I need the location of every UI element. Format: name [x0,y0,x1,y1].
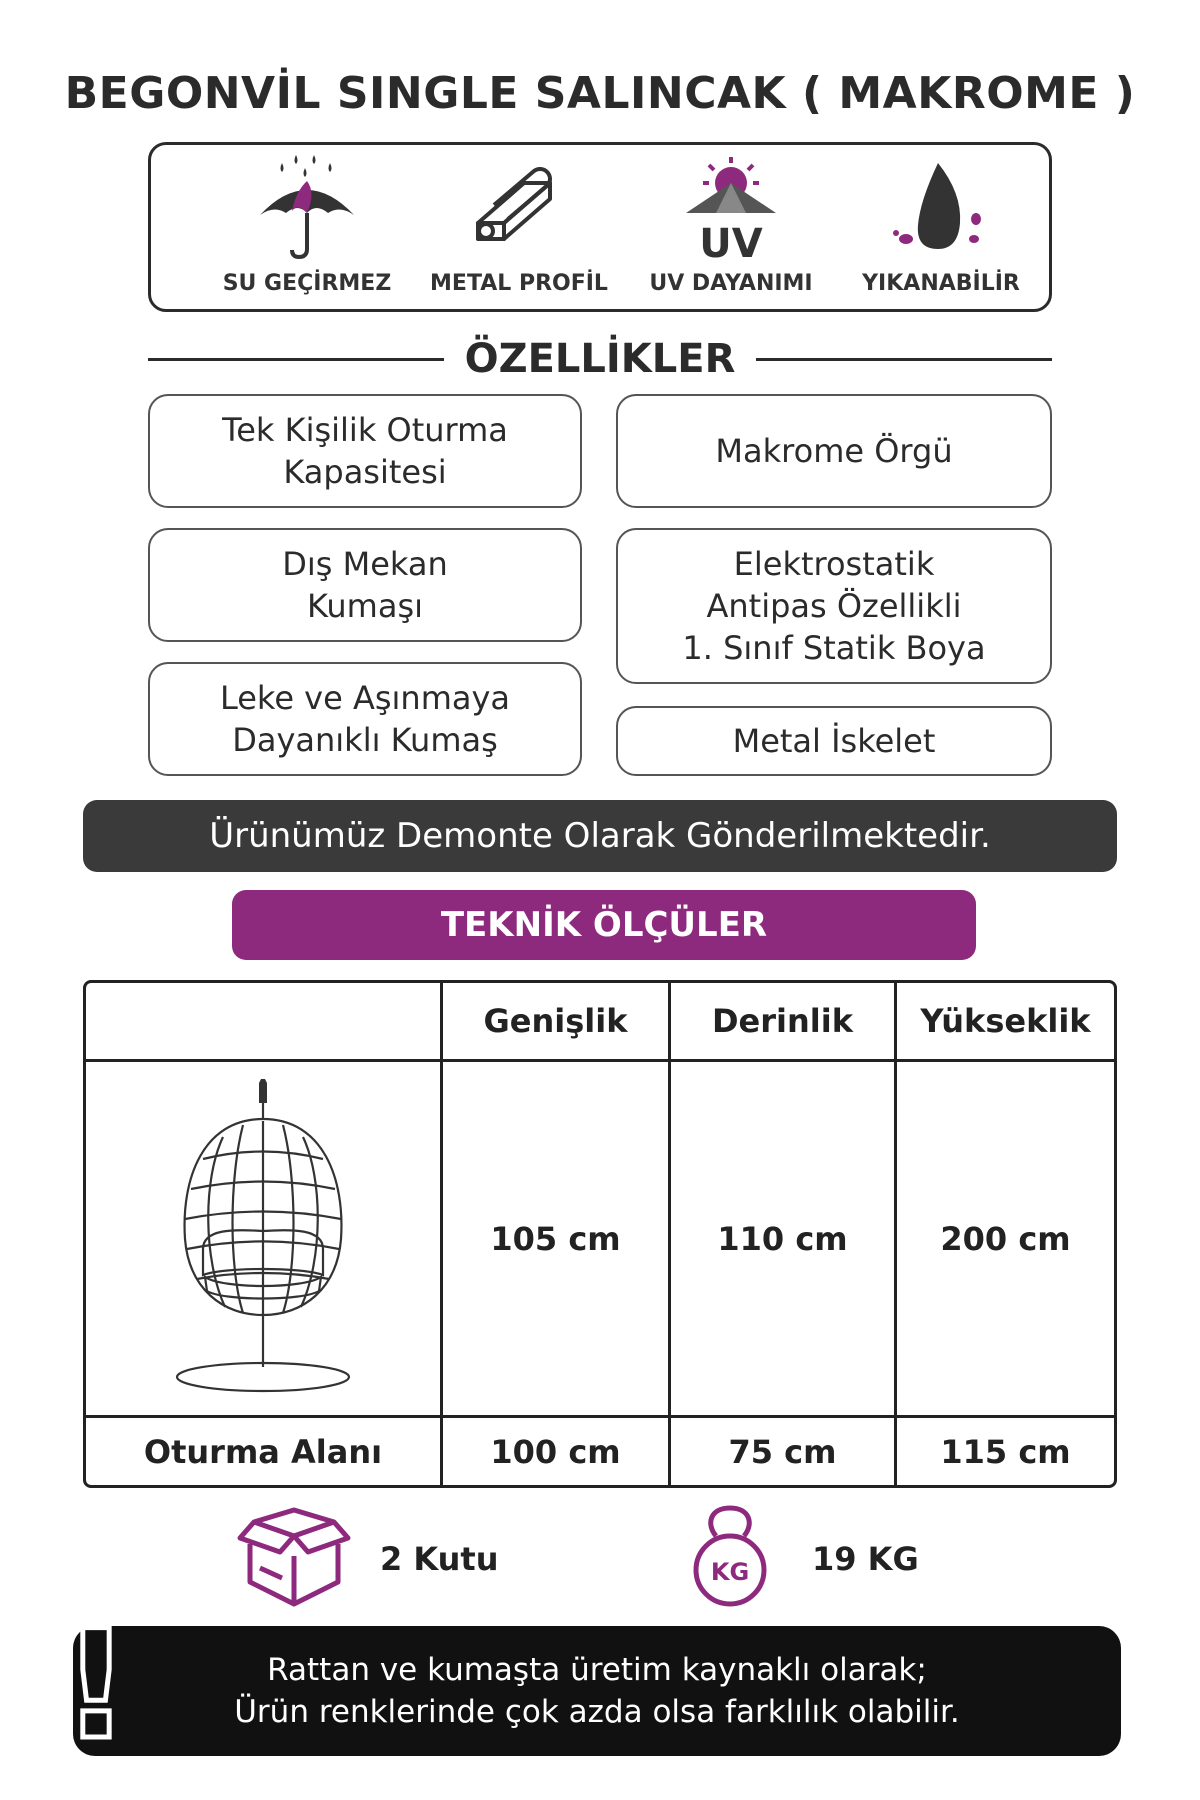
divider-right [756,358,1052,361]
box-count: 2 Kutu [380,1540,499,1578]
seat-width: 100 cm [490,1432,621,1471]
feature-stain-resistant [148,662,582,776]
feature-text: Metal İskelet [732,722,936,760]
warning-line: Ürün renklerinde çok azda olsa farklılık olabilir. [234,1694,960,1730]
icon-cell-metal [409,153,629,303]
umbrella-icon [252,153,362,263]
icon-label-washable: YIKANABİLİR [862,271,1020,296]
feature-seat-capacity [148,394,582,508]
icon-cell-washable [831,153,1051,303]
feature-icons-box [148,142,1052,312]
icon-label-uv: UV DAYANIMI [649,271,813,296]
seat-depth: 75 cm [728,1432,837,1471]
feature-metal-frame [616,706,1052,776]
uv-icon [676,153,786,263]
feature-text: Makrome Örgü [715,432,953,470]
uv-icon-text: UV [699,221,763,263]
feature-text: Dayanıklı Kumaş [232,721,498,759]
product-width: 105 cm [490,1219,621,1258]
divider-left [148,358,444,361]
exclamation-icon: ! [61,1599,131,1773]
feature-outdoor-fabric [148,528,582,642]
icon-label-waterproof: SU GEÇİRMEZ [222,271,392,296]
color-warning-banner [73,1626,1121,1756]
dimensions-table [83,980,1117,1488]
feature-text: Tek Kişilik Oturma [222,411,508,449]
feature-text: Dış Mekan [282,545,448,583]
swing-chair-illustration [86,1062,440,1415]
icon-label-metal: METAL PROFİL [430,271,608,296]
features-title: ÖZELLİKLER [464,336,736,382]
weight-icon-text: KG [710,1558,750,1586]
feature-text: Leke ve Aşınmaya [219,679,511,717]
feature-text: Kumaşı [306,587,423,625]
technical-dimensions-title: TEKNİK ÖLÇÜLER [232,890,976,960]
page-title: BEGONVİL SINGLE SALINCAK ( MAKROME ) [64,68,1136,119]
feature-macrame [616,394,1052,508]
product-height: 200 cm [940,1219,1071,1258]
weight-value: 19 KG [812,1540,919,1578]
feature-text: 1. Sınıf Statik Boya [682,629,986,667]
header-depth: Derinlik [711,1002,853,1040]
metal-profile-icon [464,153,574,263]
seat-area-label: Oturma Alanı [143,1432,383,1471]
feature-text: Antipas Özellikli [706,587,962,625]
header-width: Genişlik [483,1002,628,1040]
feature-text: Elektrostatik [733,545,935,583]
icon-cell-uv [621,153,841,303]
demonte-banner: Ürünümüz Demonte Olarak Gönderilmektedir. [83,800,1117,872]
hanging-egg-chair-icon [163,1079,363,1399]
icon-cell-waterproof [197,153,417,303]
weight-icon [688,1500,772,1612]
drop-icon [886,153,996,263]
feature-text: Kapasitesi [283,453,447,491]
warning-line: Rattan ve kumaşta üretim kaynaklı olarak; [267,1652,927,1688]
seat-height: 115 cm [940,1432,1071,1471]
box-icon [236,1506,352,1610]
product-depth: 110 cm [717,1219,848,1258]
feature-electrostatic-paint [616,528,1052,684]
header-height: Yükseklik [920,1002,1091,1040]
